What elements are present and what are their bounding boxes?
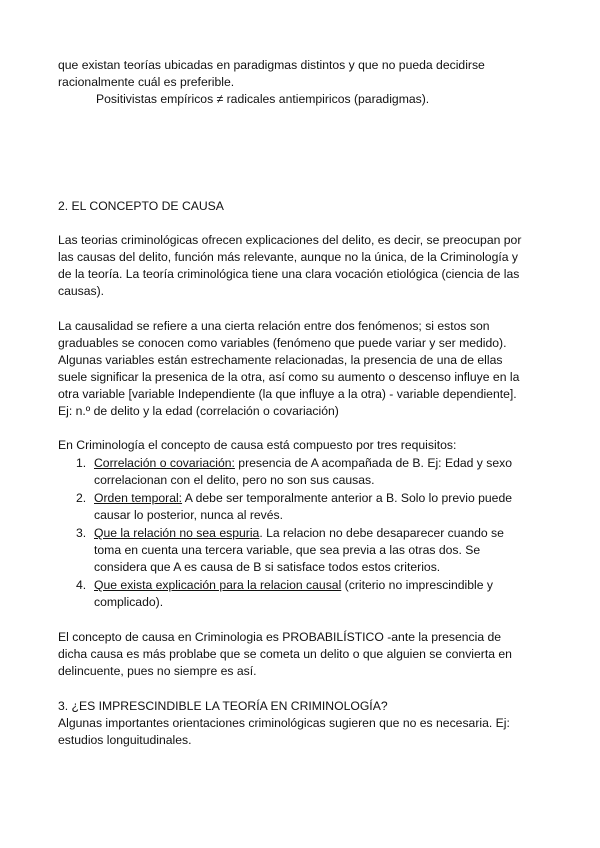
paragraph-line: las causas del delito, función más relevante, aunque no la única, de la Criminología y <box>58 250 519 264</box>
list-item-continuation: complicado). <box>94 595 164 609</box>
list-number: 2. <box>76 491 87 505</box>
paragraph-line: Algunas importantes orientaciones criminológicas sugieren que no es necesaria. Ej: <box>58 716 510 730</box>
paragraph-line: dicha causa es más problabe que se cometa un delito o que alguien se convierta en <box>58 647 512 661</box>
paragraph-line: de la teoría. La teoría criminológica tiene una clara vocación etiológica (ciencia de las <box>58 267 520 281</box>
paragraph-line: Las teorias criminológicas ofrecen explicaciones del delito, es decir, se preocupan por <box>58 233 522 247</box>
list-item-first-line <box>94 490 512 507</box>
paragraph-line: suele significar la presenica de la otra, así como su aumento o descenso influye en la <box>58 370 520 384</box>
paragraph-line: graduables se conocen como variables (fenómeno que puede variar y ser medido). <box>58 336 507 350</box>
list-item-continuation: considera que A es causa de B si satisface todos estos criterios. <box>94 560 441 574</box>
section-3-heading: 3. ¿ES IMPRESCINDIBLE LA TEORÍA EN CRIMINOLOGÍA? <box>58 699 388 713</box>
list-item-first-line <box>94 455 512 472</box>
list-item-continuation: causar lo posterior, nunca al revés. <box>94 508 284 522</box>
paragraph-line: Ej: n.º de delito y la edad (correlación o covariación) <box>58 404 339 418</box>
list-text: A debe ser temporalmente anterior a B. Solo lo previo puede <box>182 491 513 505</box>
paragraph-line: En Criminología el concepto de causa está compuesto por tres requisitos: <box>58 438 457 452</box>
paragraph-line: El concepto de causa en Criminologia es PROBABILÍSTICO -ante la presencia de <box>58 630 502 644</box>
list-number: 1. <box>76 456 87 470</box>
paragraph-line: Algunas variables están estrechamente relacionadas, la presencia de una de ellas <box>58 353 503 367</box>
list-text: presencia de A acompañada de B. Ej: Edad y sexo <box>234 456 513 470</box>
list-number: 4. <box>76 578 87 592</box>
list-text: . La relacion no debe desaparecer cuando se <box>259 526 504 540</box>
intro-line: racionalmente cuál es preferible. <box>58 75 235 89</box>
list-item-continuation: toma en cuenta una tercera variable, que sea previa a las otras dos. Se <box>94 543 481 557</box>
intro-line: que existan teorías ubicadas en paradigmas distintos y que no pueda decidirse <box>58 58 485 72</box>
list-item-continuation: correlacionan con el delito, pero no son sus causas. <box>94 473 375 487</box>
paragraph-line: estudios longuitudinales. <box>58 733 192 747</box>
list-item-first-line <box>94 525 504 542</box>
list-term: Orden temporal: <box>94 491 183 505</box>
list-text: (criterio no imprescindible y <box>341 578 494 592</box>
intro-line-indented: Positivistas empíricos ≠ radicales antiempiricos (paradigmas). <box>96 92 430 106</box>
paragraph-line: otra variable [variable Independiente (la que influye a la otra) - variable dependiente]. <box>58 387 517 401</box>
list-item-first-line <box>94 577 493 594</box>
list-term: Que exista explicación para la relacion causal <box>94 578 342 592</box>
list-number: 3. <box>76 526 87 540</box>
paragraph-line: causas). <box>58 284 105 298</box>
paragraph-line: delincuente, pues no siempre es así. <box>58 664 257 678</box>
list-term: Que la relación no sea espuria <box>94 526 260 540</box>
section-2-heading: 2. EL CONCEPTO DE CAUSA <box>58 199 224 213</box>
list-term: Correlación o covariación: <box>94 456 235 470</box>
paragraph-line: La causalidad se refiere a una cierta relación entre dos fenómenos; si estos son <box>58 319 490 333</box>
